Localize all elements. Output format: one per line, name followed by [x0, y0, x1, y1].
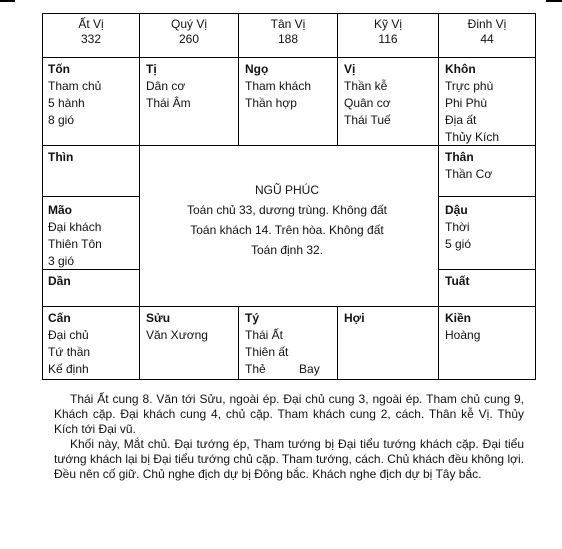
palace-title: Dậu: [445, 203, 468, 217]
header-cell: [239, 13, 337, 57]
palace-cell-ty: [239, 307, 337, 378]
palace-cell-ti: [140, 58, 238, 112]
palace-title: Tốn: [48, 62, 70, 76]
palace-line: Quân cơ: [344, 96, 391, 110]
palace-title: Mão: [48, 203, 72, 217]
palace-cell-dau: [439, 199, 535, 253]
commentary-paragraph: Thái Ất cung 8. Văn tới Sửu, ngoài ép. Đại chủ cung 3, ngoài ép. Tham chủ cung 9, Khách cặp. Đại khách cung 4, chủ cặp. Tham khách cung 2, cách. Thân kễ Vị. Thủy Kích tới Đại vũ.: [54, 392, 524, 436]
palace-line: Thần hợp: [245, 96, 297, 110]
palace-line: Thái Tuế: [344, 113, 391, 127]
palace-line: 8 gió: [48, 113, 75, 127]
palace-line: 5 hành: [48, 96, 85, 110]
palace-cell-ton: [42, 58, 139, 129]
palace-title: Ngọ: [245, 62, 269, 76]
top-left-rule: [0, 0, 15, 2]
palace-title: Khôn: [445, 62, 476, 76]
top-right-rule: [546, 0, 562, 2]
palace-cell-ngo: [239, 58, 337, 112]
palace-line: Thủy Kích: [445, 130, 500, 144]
center-line: Toán chủ 33, dương trùng. Không đất: [186, 203, 388, 217]
palace-cell-tuat: [439, 270, 535, 290]
palace-cell-khon: [439, 58, 535, 146]
palace-line: Thái Âm: [146, 96, 191, 110]
palace-cell-dan: [42, 270, 139, 290]
palace-line: Phi Phù: [445, 96, 488, 110]
palace-line: Thẻ Bay: [245, 362, 320, 376]
header-name: Kỹ Vị: [373, 17, 402, 31]
palace-line: Thời: [445, 220, 470, 234]
center-line: Toán định 32.: [250, 243, 324, 257]
palace-line: Dân cơ: [146, 79, 186, 93]
palace-line: Thần kễ: [344, 79, 388, 93]
palace-title: Vị: [344, 62, 356, 76]
palace-line: Trực phù: [445, 79, 494, 93]
palace-line: Thiên ất: [245, 345, 289, 359]
palace-title: Thân: [445, 150, 474, 164]
header-number: 188: [277, 32, 299, 46]
palace-line: Kế định: [48, 362, 89, 376]
palace-cell-suu: [140, 307, 238, 344]
palace-cell-hoi: [338, 307, 438, 327]
palace-title: Hợi: [344, 311, 365, 325]
header-number: 116: [378, 32, 398, 46]
palace-cell-thin: [42, 146, 139, 166]
palace-title: Cấn: [48, 311, 71, 325]
palace-line: Địa ất: [445, 113, 477, 127]
header-number: 44: [480, 32, 494, 46]
header-cell: [42, 13, 140, 57]
grid-line-right-a: [438, 196, 536, 197]
commentary-paragraph: Khối này, Mắt chủ. Đại tướng ép, Tham tướng bị Đại tiểu tướng khách cặp. Đại tiểu tướng khách lại bị Đại tiểu tướng chủ cặp. Tham tướng, cách. Chủ khách đều không lợi. Đều nên cố giữ. Chủ nghe địch dự bị Đông bắc. Khách nghe địch dự bị Tây bắc.: [54, 437, 524, 481]
palace-title: Thìn: [48, 150, 74, 164]
palace-cell-mao: [42, 199, 139, 270]
palace-title: Tị: [146, 62, 157, 76]
header-cell: [338, 13, 438, 57]
header-cell: [140, 13, 238, 57]
palace-cell-can: [42, 307, 139, 378]
palace-grid: [42, 13, 535, 380]
commentary: [54, 392, 524, 482]
palace-line: Hoàng: [445, 328, 481, 342]
palace-line: Tham khách: [245, 79, 312, 93]
palace-title: Sửu: [146, 311, 171, 325]
header-number: 260: [178, 32, 200, 46]
palace-cell-kien: [439, 307, 535, 344]
header-number: 332: [80, 32, 102, 46]
palace-line: Tham chủ: [48, 79, 102, 93]
palace-line: Đại khách: [48, 220, 102, 234]
palace-cell-vi: [338, 58, 438, 129]
header-name: Quý Vị: [170, 17, 207, 31]
palace-line: Thái Ất: [245, 328, 284, 342]
center-block: [139, 180, 435, 260]
palace-title: Tý: [245, 311, 260, 325]
palace-line: 5 gió: [445, 237, 472, 251]
palace-line: 3 gió: [48, 254, 75, 268]
palace-cell-than: [439, 146, 535, 183]
palace-title: Dần: [48, 274, 71, 288]
palace-line: Tứ thần: [48, 345, 91, 359]
palace-line: Văn Xương: [146, 328, 208, 342]
center-title: NGŨ PHÚC: [254, 183, 319, 197]
header-name: Đinh Vị: [467, 17, 507, 31]
grid-line-left-a: [42, 196, 139, 197]
header-name: Tân Vị: [270, 17, 306, 31]
palace-title: Kiền: [445, 311, 472, 325]
header-cell: [439, 13, 535, 57]
center-line: Toán khách 14. Trên hòa. Không đất: [190, 223, 384, 237]
palace-line: Thiên Tôn: [48, 237, 102, 251]
grid-border-bottom: [42, 379, 536, 380]
palace-line: Thần Cơ: [445, 167, 493, 181]
header-name: Ất Vị: [78, 17, 104, 31]
palace-title: Tuất: [445, 274, 470, 288]
palace-line: Đại chủ: [48, 328, 89, 342]
